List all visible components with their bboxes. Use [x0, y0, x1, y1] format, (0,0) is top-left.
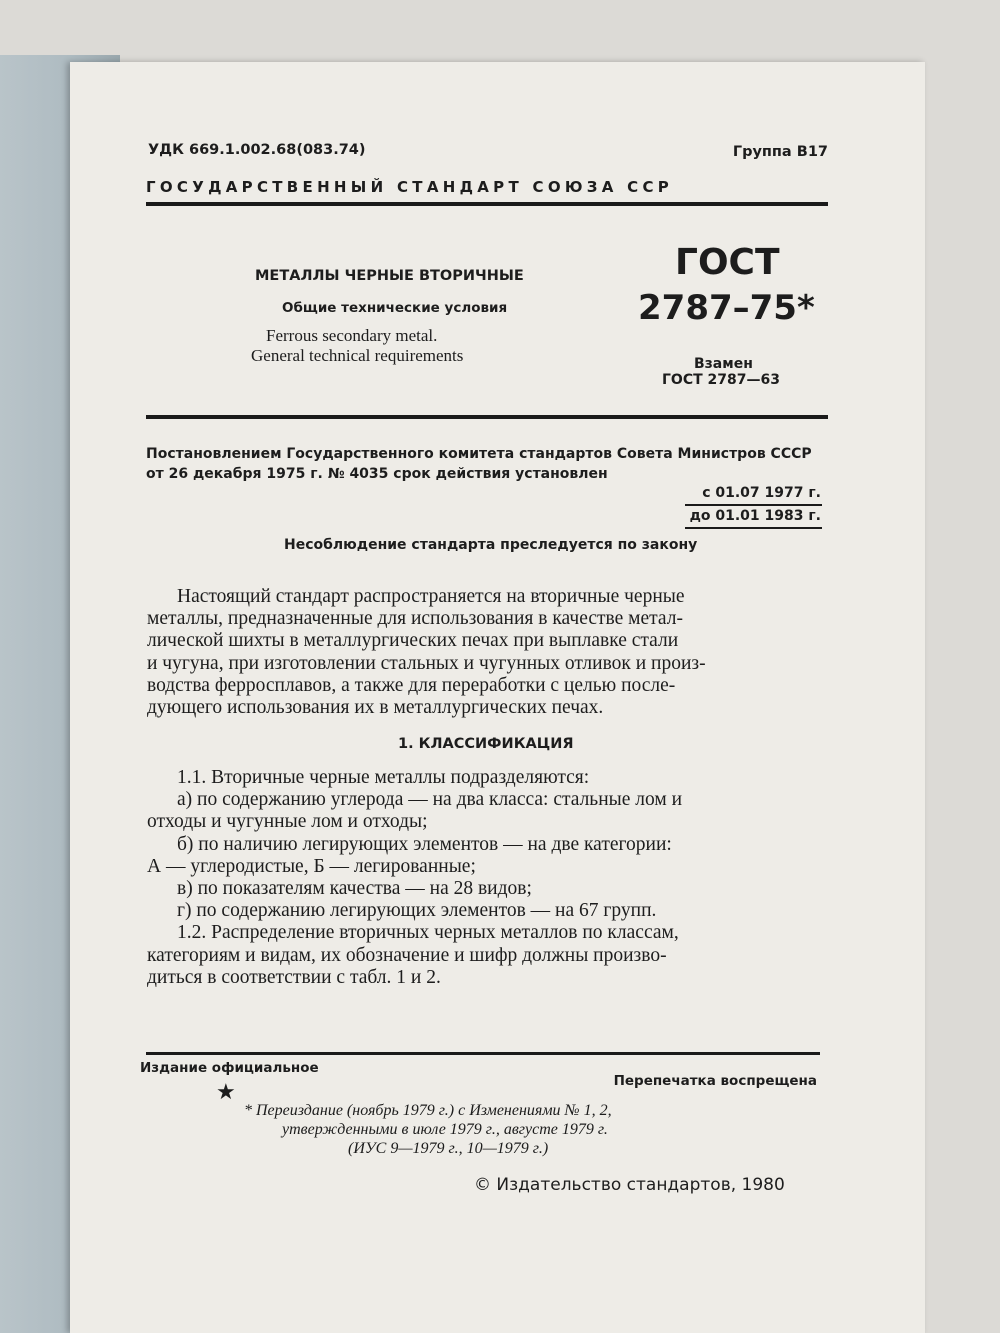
- official-edition: Издание официальное: [140, 1060, 319, 1076]
- intro-line: Настоящий стандарт распространяется на вторичные черные: [177, 586, 685, 607]
- intro-line: лической шихты в металлургических печах при выплавке стали: [147, 630, 679, 652]
- decree-line1: Постановлением Государственного комитета стандартов Совета Министров СССР: [146, 446, 812, 462]
- group-code: Группа В17: [732, 144, 828, 160]
- classification-line: А — углеродистые, Б — легированные;: [147, 855, 476, 877]
- section-title: 1. КЛАССИФИКАЦИЯ: [398, 736, 574, 752]
- classification-line: в) по показателям качества — на 28 видов;: [177, 878, 532, 900]
- title-english-line1: Ferrous secondary metal.: [266, 326, 438, 345]
- classification-line: б) по наличию легирующих элементов — на две категории:: [177, 833, 672, 855]
- validity-rule: [685, 504, 822, 506]
- intro-line: и чугуна, при изготовлении стальных и чугунных отливок и произ-: [147, 652, 706, 674]
- validity-rule-bottom: [685, 527, 822, 529]
- classification-line: а) по содержанию углерода — на два класса: стальные лом и: [177, 789, 683, 811]
- classification-line: г) по содержанию легирующих элементов — на 67 групп.: [177, 900, 657, 922]
- classification-line: 1.2. Распределение вторичных черных металлов по классам,: [177, 922, 679, 944]
- publisher-line: © Издательство стандартов, 1980: [474, 1175, 785, 1195]
- classification-line: 1.1. Вторичные черные металлы подразделяются:: [177, 767, 590, 788]
- document-page: [70, 62, 925, 1333]
- replaces-gost: ГОСТ 2787—63: [662, 372, 780, 388]
- intro-paragraph: [147, 586, 821, 719]
- star-icon: ★: [216, 1080, 236, 1105]
- decree-line2: от 26 декабря 1975 г. № 4035 срок действия установлен: [146, 466, 608, 482]
- gost-number: 2787–75*: [638, 288, 815, 328]
- validity-from: с 01.07 1977 г.: [702, 485, 821, 501]
- subtitle-russian: Общие технические условия: [282, 300, 508, 316]
- state-standard-heading: ГОСУДАРСТВЕННЫЙ СТАНДАРТ СОЮЗА ССР: [146, 178, 674, 196]
- classification-line: категориям и видам, их обозначение и шифр должны произво-: [147, 944, 667, 966]
- intro-line: металлы, предназначенные для использования в качестве метал-: [147, 608, 683, 630]
- replaces-label: Взамен: [694, 356, 753, 372]
- title-english-line2: General technical requirements: [251, 346, 464, 365]
- title-russian: МЕТАЛЛЫ ЧЕРНЫЕ ВТОРИЧНЫЕ: [255, 268, 524, 284]
- classification-line: отходы и чугунные лом и отходы;: [147, 811, 428, 833]
- reprint-prohibited: Перепечатка воспрещена: [613, 1073, 817, 1089]
- title-rule: [146, 415, 828, 419]
- classification-paragraph: [147, 767, 821, 989]
- header-rule: [146, 202, 828, 206]
- udk-code: УДК 669.1.002.68(083.74): [148, 142, 366, 158]
- intro-line: водства ферросплавов, а также для переработки с целью после-: [147, 674, 676, 696]
- gost-label: ГОСТ: [675, 242, 780, 283]
- intro-line: дующего использования их в металлургических печах.: [147, 697, 604, 719]
- reissue-note-line1: * Переиздание (ноябрь 1979 г.) с Изменениями № 1, 2,: [244, 1102, 612, 1119]
- classification-line: диться в соответствии с табл. 1 и 2.: [147, 966, 441, 988]
- warning-text: Несоблюдение стандарта преследуется по закону: [284, 537, 698, 553]
- reissue-note-line2: утвержденными в июле 1979 г., августе 1979 г.: [282, 1121, 608, 1138]
- footer-rule: [146, 1052, 820, 1055]
- validity-to: до 01.01 1983 г.: [689, 508, 821, 524]
- reissue-note-line3: (ИУС 9—1979 г., 10—1979 г.): [348, 1140, 549, 1157]
